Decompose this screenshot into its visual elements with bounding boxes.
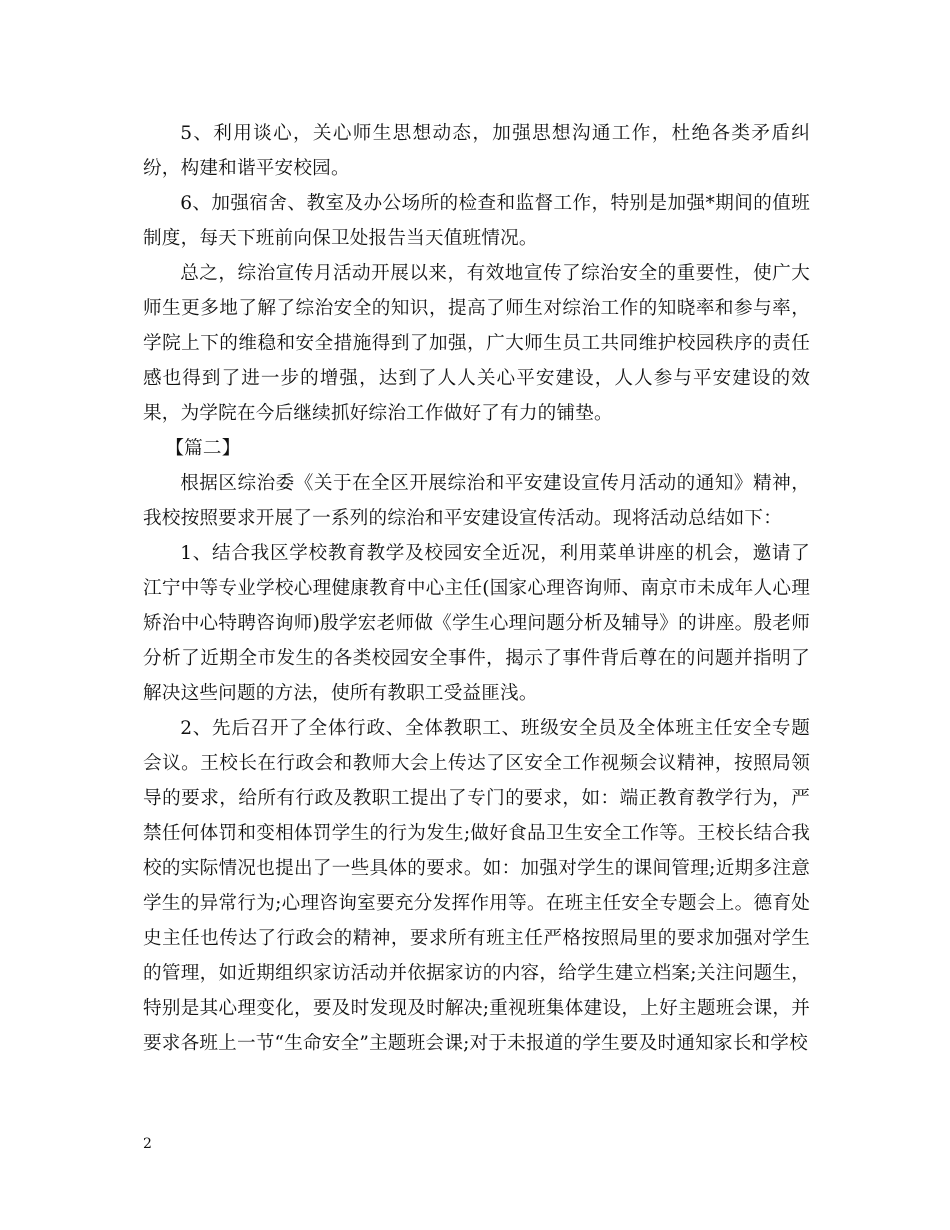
paragraph-item-6: 6、加强宿舍、教室及办公场所的检查和监督工作，特别是加强*期间的值班制度，每天下班前向保卫处报告当天值班情况。 <box>143 193 810 249</box>
document-body <box>143 116 810 1061</box>
section-heading: 【篇二】 <box>165 438 241 459</box>
paragraph-intro: 根据区综治委《关于在全区开展综治和平安建设宣传月活动的通知》精神，我校按照要求开展了一系列的综治和平安建设宣传活动。现将活动总结如下： <box>143 473 810 529</box>
page-number: 2 <box>143 1136 152 1152</box>
paragraph-item-1: 1、结合我区学校教育教学及校园安全近况，利用菜单讲座的机会，邀请了江宁中等专业学校心理健康教育中心主任(国家心理咨询师、南京市未成年人心理矫治中心特聘咨询师)殷学宏老师做《学生心理问题分析及辅导》的讲座。殷老师分析了近期全市发生的各类校园安全事件，揭示了事件背后尊在的问题并指明了解决这些问题的方法，使所有教职工受益匪浅。 <box>143 543 810 704</box>
paragraph-item-2: 2、先后召开了全体行政、全体教职工、班级安全员及全体班主任安全专题会议。王校长在行政会和教师大会上传达了区安全工作视频会议精神，按照局领导的要求，给所有行政及教职工提出了专门的要求，如：端正教育教学行为，严禁任何体罚和变相体罚学生的行为发生;做好食品卫生安全工作等。王校长结合我校的实际情况也提出了一些具体的要求。如：加强对学生的课间管理;近期多注意学生的异常行为;心理咨询室要充分发挥作用等。在班主任安全专题会上。德育处史主任也传达了行政会的精神，要求所有班主任严格按照局里的要求加强对学生的管理，如近期组织家访活动并依据家访的内容，给学生建立档案;关注问题生，特别是其心理变化，要及时发现及时解决;重视班集体建设，上好主题班会课，并要求各班上一节“生命安全”主题班会课;对于未报道的学生要及时通知家长和学校 <box>143 718 810 1054</box>
paragraph-summary: 总之，综治宣传月活动开展以来，有效地宣传了综治安全的重要性，使广大师生更多地了解了综治安全的知识，提高了师生对综治工作的知晓率和参与率，学院上下的维稳和安全措施得到了加强，广大师生员工共同维护校园秩序的责任感也得到了进一步的增强，达到了人人关心平安建设，人人参与平安建设的效果，为学院在今后继续抓好综治工作做好了有力的铺垫。 <box>143 263 810 424</box>
paragraph-item-5: 5、利用谈心，关心师生思想动态，加强思想沟通工作，杜绝各类矛盾纠纷，构建和谐平安校园。 <box>143 123 810 179</box>
